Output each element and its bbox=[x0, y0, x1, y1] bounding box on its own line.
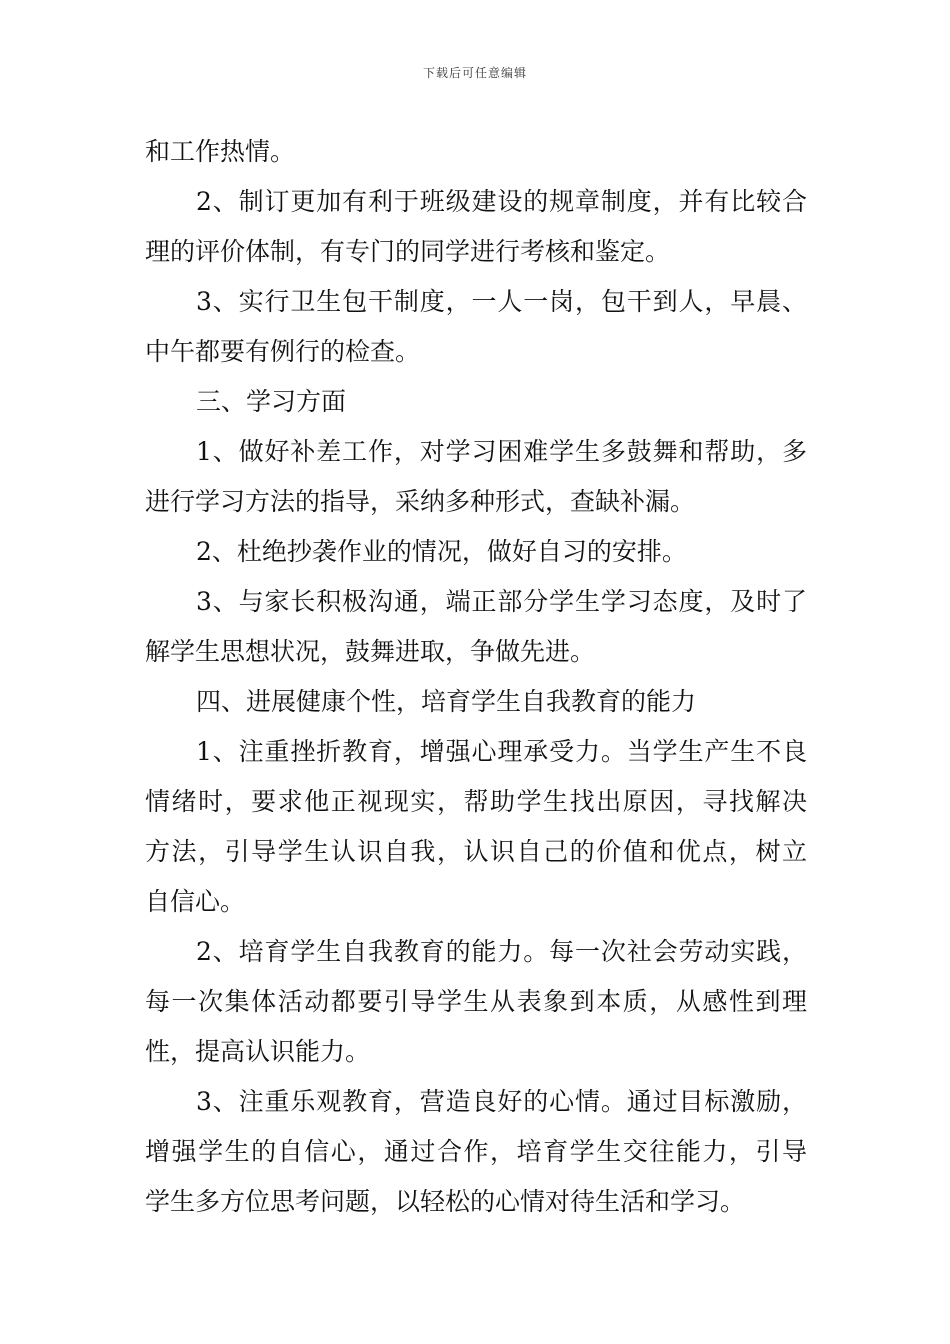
text-line: 增强学生的自信心，通过合作，培育学生交往能力，引导 bbox=[145, 1137, 807, 1166]
text-line: 3、注重乐观教育，营造良好的心情。通过目标激励， bbox=[196, 1087, 807, 1116]
text-line: 方法，引导学生认识自我，认识自己的价值和优点，树立 bbox=[145, 837, 807, 866]
text-line: 3、实行卫生包干制度，一人一岗，包干到人，早晨、 bbox=[196, 287, 807, 316]
text-line: 2、杜绝抄袭作业的情况，做好自习的安排。 bbox=[196, 537, 687, 566]
text-line: 1、做好补差工作，对学习困难学生多鼓舞和帮助，多 bbox=[196, 437, 807, 466]
text-line: 情绪时，要求他正视现实，帮助学生找出原因，寻找解决 bbox=[145, 787, 807, 816]
text-line: 学生多方位思考问题，以轻松的心情对待生活和学习。 bbox=[145, 1187, 746, 1216]
page-header: 下载后可任意编辑 bbox=[422, 66, 527, 80]
text-line: 1、注重挫折教育，增强心理承受力。当学生产生不良 bbox=[196, 737, 807, 766]
text-line: 每一次集体活动都要引导学生从表象到本质，从感性到理 bbox=[145, 987, 807, 1016]
text-line: 理的评价体制，有专门的同学进行考核和鉴定。 bbox=[145, 237, 671, 266]
text-line: 和工作热情。 bbox=[145, 137, 296, 166]
text-line: 进行学习方法的指导，采纳多种形式，查缺补漏。 bbox=[145, 487, 696, 516]
section-heading: 四、进展健康个性，培育学生自我教育的能力 bbox=[196, 687, 697, 716]
text-line: 解学生思想状况，鼓舞进取，争做先进。 bbox=[145, 637, 596, 666]
text-line: 中午都要有例行的检查。 bbox=[145, 337, 421, 366]
text-line: 3、与家长积极沟通，端正部分学生学习态度，及时了 bbox=[196, 587, 807, 616]
text-line: 性，提高认识能力。 bbox=[145, 1037, 371, 1066]
text-line: 2、制订更加有利于班级建设的规章制度，并有比较合 bbox=[196, 187, 807, 216]
text-line: 自信心。 bbox=[145, 887, 246, 916]
section-heading: 三、学习方面 bbox=[196, 387, 347, 416]
text-line: 2、培育学生自我教育的能力。每一次社会劳动实践， bbox=[196, 937, 807, 966]
document-body bbox=[145, 127, 807, 1227]
